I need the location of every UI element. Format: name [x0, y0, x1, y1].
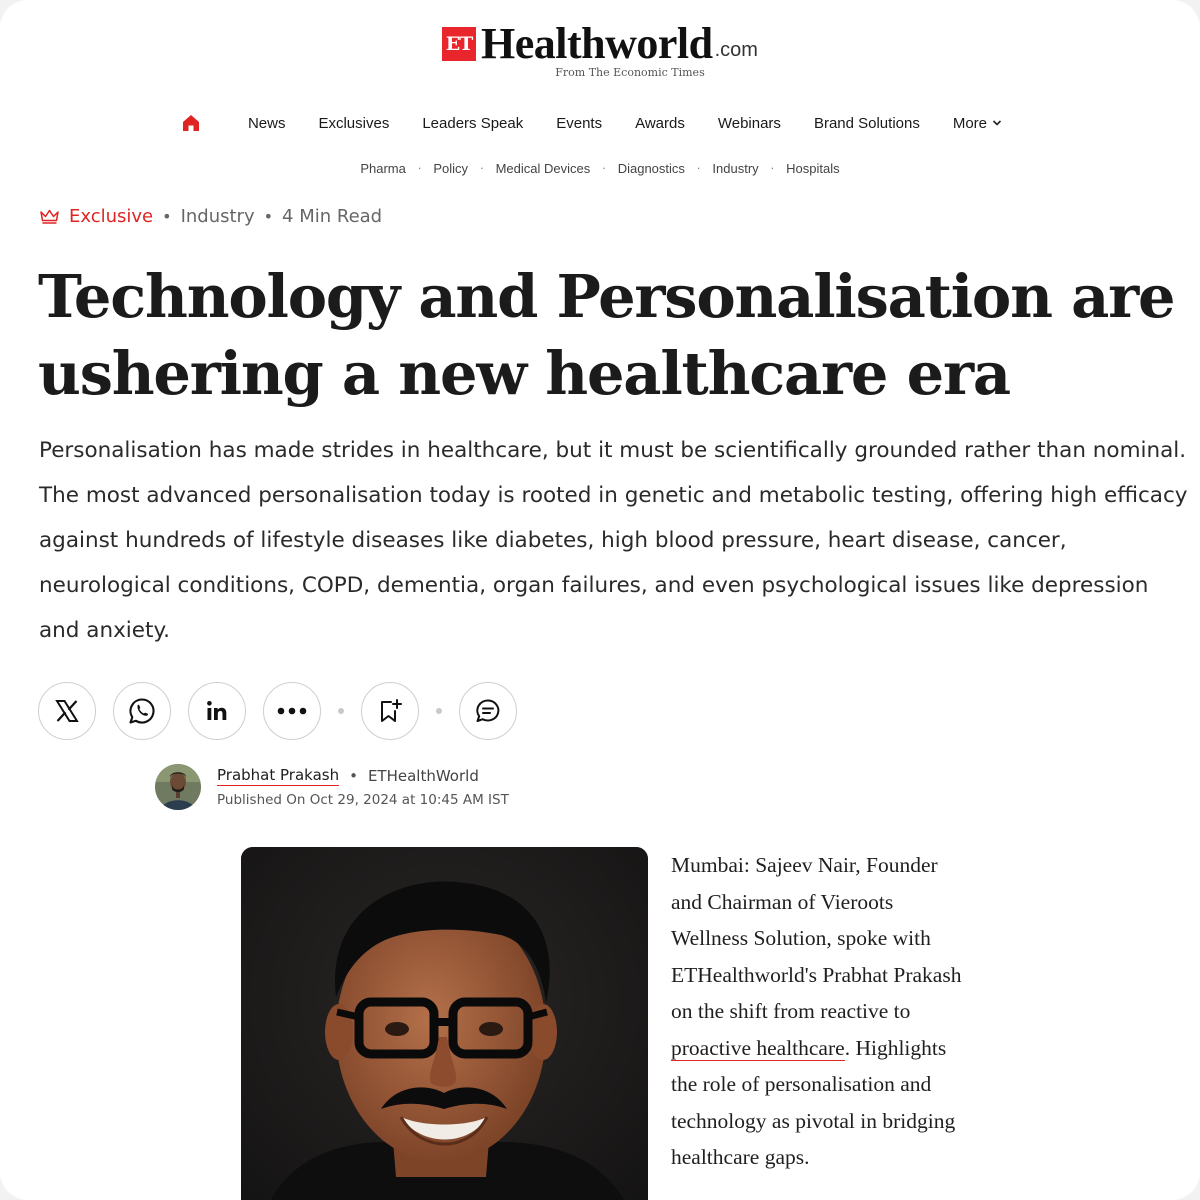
subnav-separator: ·	[770, 162, 775, 175]
article-body-continued: . Highlights the role of personalisation and technology as pivotal in bridging healthcare gaps.	[671, 1035, 956, 1169]
share-linkedin-button[interactable]	[188, 682, 246, 740]
et-logo-box: ET	[442, 27, 476, 61]
nav-item-brand-solutions[interactable]: Brand Solutions	[813, 114, 920, 132]
subnav-item-hospitals[interactable]: Hospitals	[786, 161, 840, 176]
share-bar	[38, 682, 534, 740]
author-block	[155, 764, 509, 810]
more-dots-icon	[276, 706, 308, 716]
brand-domain: .com	[714, 39, 758, 61]
author-separator: •	[349, 767, 358, 785]
home-icon[interactable]	[181, 112, 201, 134]
subnav-item-pharma[interactable]: Pharma	[360, 161, 406, 176]
comment-icon	[474, 697, 502, 725]
nav-item-exclusives[interactable]: Exclusives	[318, 114, 390, 132]
share-more-button[interactable]	[263, 682, 321, 740]
x-icon	[54, 698, 80, 724]
share-x-button[interactable]	[38, 682, 96, 740]
chevron-down-icon	[992, 119, 1002, 127]
read-time: 4 Min Read	[282, 206, 383, 227]
crown-icon	[39, 208, 60, 225]
subnav-item-diagnostics[interactable]: Diagnostics	[617, 161, 685, 176]
sub-nav	[0, 161, 1200, 176]
share-separator	[338, 708, 344, 714]
whatsapp-icon	[127, 696, 157, 726]
comment-button[interactable]	[459, 682, 517, 740]
author-name[interactable]: Prabhat Prakash	[217, 766, 340, 784]
subnav-item-industry[interactable]: Industry	[712, 161, 759, 176]
author-details	[217, 766, 509, 808]
nav-item-webinars[interactable]: Webinars	[717, 114, 781, 132]
article-title: Technology and Personalisation are ushering a new healthcare era	[38, 262, 1175, 408]
nav-more-button[interactable]	[953, 115, 1002, 132]
article-synopsis: Personalisation has made strides in healthcare, but it must be scientifically grounded rather than nominal. The most advanced personalisation today is rooted in genetic and metabolic testing, offering high efficacy against hundreds of lifestyle diseases like diabetes, high blood pressure, heart disease, cancer, neurological conditions, COPD, dementia, organ failures, and even psychological issues like depression and anxiety.	[39, 438, 1188, 643]
subnav-separator: ·	[602, 162, 606, 175]
author-line	[217, 766, 509, 786]
proactive-healthcare-link[interactable]: proactive healthcare	[671, 1035, 845, 1060]
exclusive-badge[interactable]: Exclusive	[69, 206, 154, 227]
site-logo[interactable]	[0, 19, 1200, 79]
subnav-item-policy[interactable]: Policy	[433, 161, 469, 176]
avatar[interactable]	[155, 764, 201, 810]
subnav-item-medical-devices[interactable]: Medical Devices	[495, 161, 591, 176]
article-meta	[39, 206, 382, 227]
published-date: Published On Oct 29, 2024 at 10:45 AM IST	[217, 792, 509, 808]
subnav-separator: ·	[480, 162, 484, 175]
article-body-intro: Mumbai: Sajeev Nair, Founder and Chairman of Vieroots Wellness Solution, spoke with ETHealthworld's Prabhat Prakash on the shift from reactive to	[671, 853, 962, 1023]
nav-item-awards[interactable]: Awards	[635, 114, 685, 132]
nav-item-leaders-speak[interactable]: Leaders Speak	[422, 114, 524, 132]
share-separator	[436, 708, 442, 714]
linkedin-icon	[204, 698, 230, 724]
category-link[interactable]: Industry	[180, 206, 255, 227]
meta-separator: •	[263, 207, 274, 226]
bookmark-add-icon	[376, 697, 404, 725]
subnav-separator: ·	[417, 162, 422, 175]
article-body	[671, 847, 971, 1176]
brand-name: Healthworld	[481, 19, 713, 68]
main-nav	[0, 112, 1200, 134]
subnav-separator: ·	[696, 162, 701, 175]
nav-item-events[interactable]: Events	[556, 114, 603, 132]
publication-name: ETHealthWorld	[367, 767, 479, 785]
brand-tagline: From The Economic Times	[555, 66, 705, 79]
nav-item-news[interactable]: News	[247, 114, 286, 132]
article-photo	[241, 847, 648, 1200]
bookmark-button[interactable]	[361, 682, 419, 740]
share-whatsapp-button[interactable]	[113, 682, 171, 740]
meta-separator: •	[162, 207, 172, 226]
nav-more-label: More	[952, 114, 988, 132]
